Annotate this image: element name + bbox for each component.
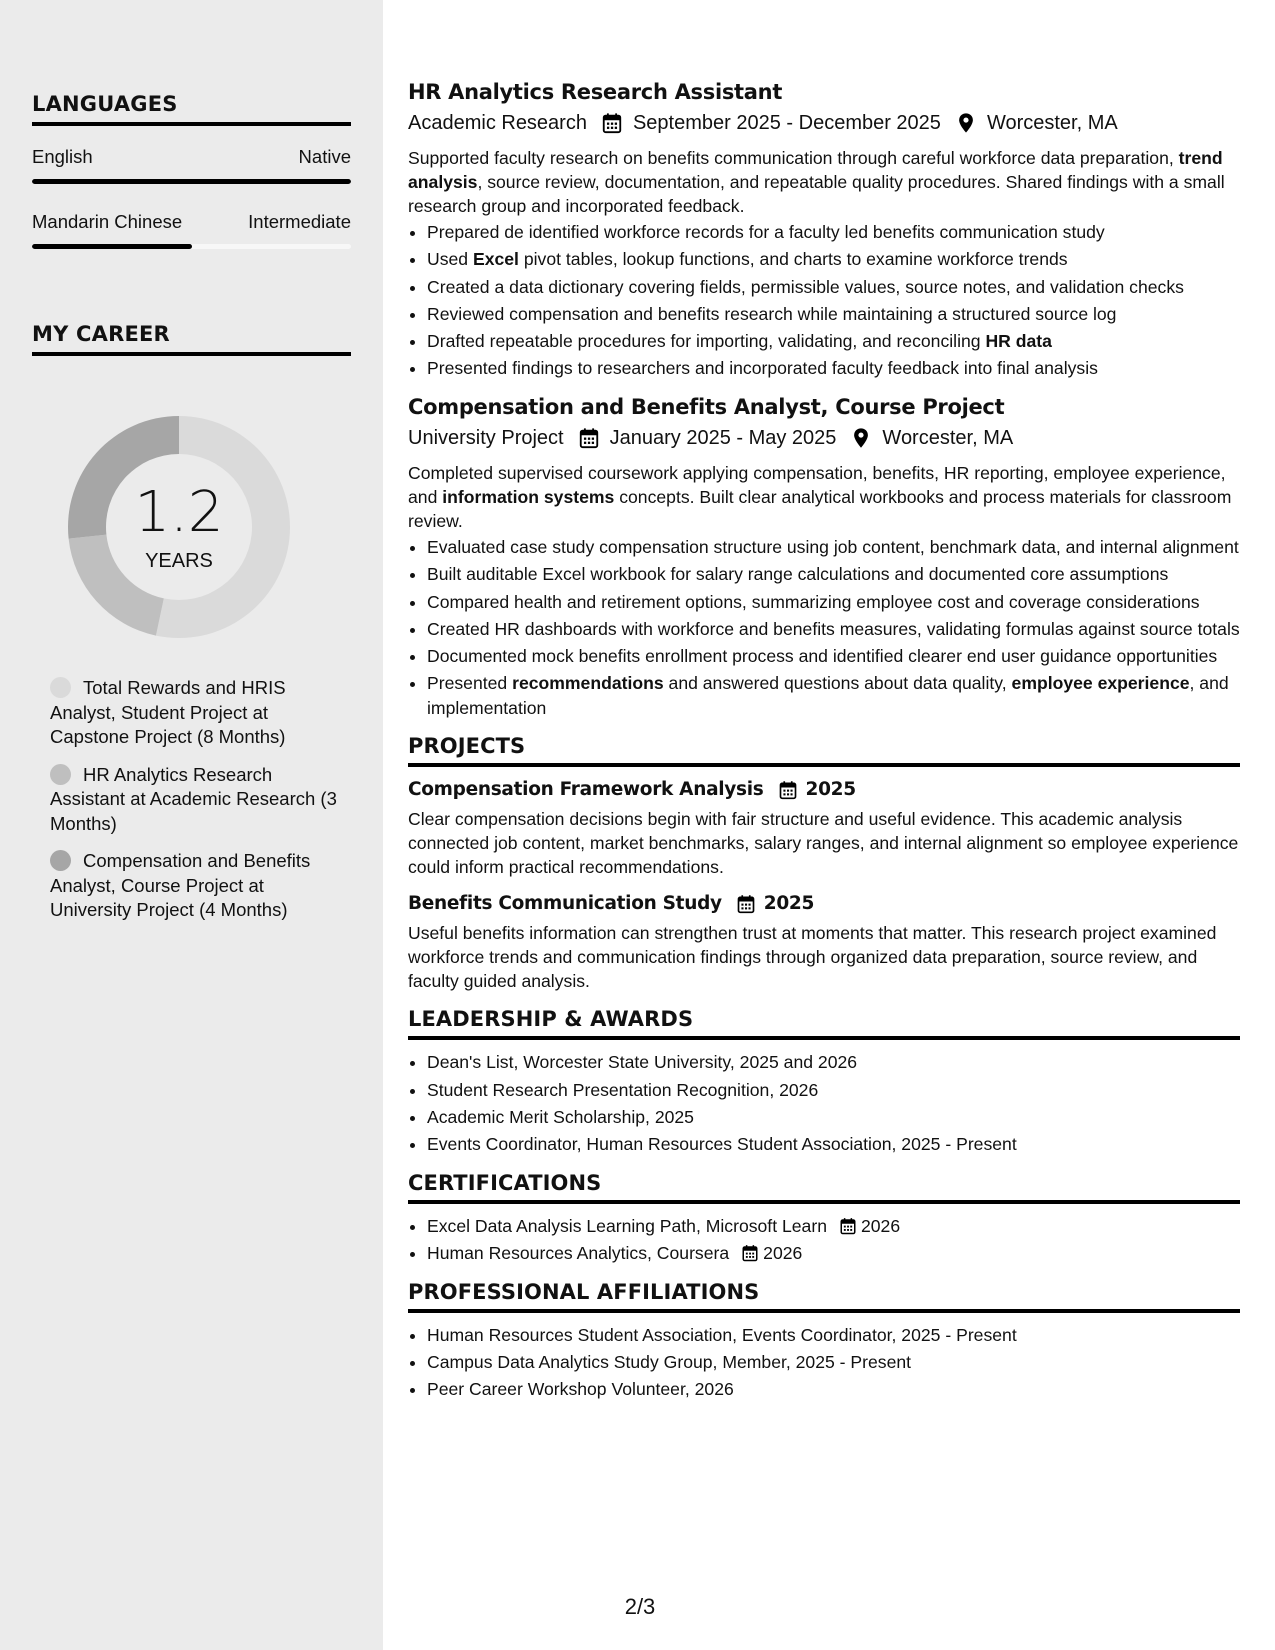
job-location: Worcester, MA (986, 112, 1118, 134)
project-year: 2025 (805, 779, 856, 801)
main-content (408, 78, 1240, 1405)
job-location: Worcester, MA (882, 426, 1014, 449)
affiliation-item: • Human Resources Student Association, Events Coordinator, 2025 - Present (427, 1323, 1240, 1348)
certification-item (427, 1241, 1240, 1266)
certification-name: Human Resources Analytics, Coursera (427, 1243, 730, 1264)
job-title: Compensation and Benefits Analyst, Course Project (408, 394, 1005, 419)
sidebar (0, 0, 383, 1650)
job-entry (408, 393, 1240, 720)
languages-section (32, 92, 351, 249)
language-proficiency-fill (32, 179, 351, 184)
calendar-icon (778, 780, 798, 800)
location-pin-icon (850, 427, 872, 449)
career-total-unit: YEARS (145, 550, 213, 572)
language-name: English (32, 146, 93, 167)
legend-dot (50, 850, 71, 871)
affiliation-item: • Campus Data Analytics Study Group, Member, 2025 - Present (427, 1350, 1240, 1375)
job-bullet: • Evaluated case study compensation structure using job content, benchmark data, and internal alignment (427, 535, 1240, 560)
certification-year: 2026 (860, 1215, 901, 1236)
job-dates: September 2025 - December 2025 (632, 112, 941, 134)
career-legend (50, 676, 340, 936)
calendar-icon (736, 894, 756, 914)
job-bullet: • Drafted repeatable procedures for importing, validating, and reconciling HR data (427, 329, 1240, 354)
job-bullet: • Created a data dictionary covering fields, permissible values, source notes, and validation checks (427, 275, 1240, 300)
certification-item (427, 1214, 1240, 1239)
language-proficiency-bar (32, 179, 351, 184)
job-org: Academic Research (408, 112, 587, 134)
affiliations-heading: PROFESSIONAL AFFILIATIONS (408, 1280, 1240, 1313)
career-legend-item (50, 676, 340, 750)
award-item: • Academic Merit Scholarship, 2025 (427, 1105, 1240, 1130)
award-item: • Student Research Presentation Recognition, 2026 (427, 1078, 1240, 1103)
career-legend-text: Compensation and Benefits Analyst, Course Project at University Project (4 Months) (50, 850, 311, 920)
job-bullet: • Reviewed compensation and benefits research while maintaining a structured source log (427, 302, 1240, 327)
job-org: University Project (408, 426, 564, 449)
affiliations-list (408, 1323, 1240, 1402)
job-bullets (408, 535, 1240, 720)
certification-year: 2026 (763, 1243, 803, 1264)
affiliation-item: • Peer Career Workshop Volunteer, 2026 (427, 1377, 1240, 1402)
job-bullet: • Prepared de identified workforce records for a faculty led benefits communication study (427, 220, 1240, 245)
job-bullet: • Compared health and retirement options, summarizing employee cost and coverage considerations (427, 590, 1240, 615)
project-entry (408, 777, 1240, 879)
job-meta (408, 423, 1240, 453)
certifications-heading: CERTIFICATIONS (408, 1171, 1240, 1204)
job-bullets (408, 220, 1240, 381)
project-entry (408, 891, 1240, 993)
certification-name: Excel Data Analysis Learning Path, Microsoft Learn (427, 1215, 827, 1236)
job-title: HR Analytics Research Assistant (408, 80, 783, 104)
career-legend-text: Total Rewards and HRIS Analyst, Student Project at Capstone Project (8 Months) (50, 677, 286, 747)
legend-dot (50, 764, 71, 785)
job-summary: Supported faculty research on benefits communication through careful workforce data preparation, trend analysis, source review, documentation, and repeatable quality procedures. Shared findings with a small research group and incorporated feedback. (408, 148, 1225, 216)
award-item: • Dean's List, Worcester State University, 2025 and 2026 (427, 1050, 1240, 1075)
language-proficiency-bar (32, 244, 351, 249)
career-legend-item (50, 849, 340, 923)
language-name: Mandarin Chinese (32, 211, 183, 232)
awards-list (408, 1050, 1240, 1156)
languages-heading: LANGUAGES (32, 92, 351, 126)
awards-heading: LEADERSHIP & AWARDS (408, 1007, 1240, 1040)
calendar-icon (741, 1244, 759, 1262)
certifications-list (408, 1214, 1240, 1266)
calendar-icon (578, 427, 600, 449)
job-entry (408, 78, 1240, 381)
job-dates: January 2025 - May 2025 (609, 426, 837, 449)
project-name: Compensation Framework Analysis (408, 779, 764, 801)
project-description: Clear compensation decisions begin with fair structure and useful evidence. This academic analysis connected job content, market benchmarks, salary ranges, and internal alignment so employee experience could inform practical recommendations. (408, 809, 1239, 878)
project-name: Benefits Communication Study (408, 893, 722, 915)
language-level: Native (298, 146, 351, 167)
project-year: 2025 (763, 893, 815, 915)
calendar-icon (601, 112, 623, 134)
calendar-icon (839, 1217, 857, 1235)
job-meta (408, 108, 1240, 138)
project-description: Useful benefits information can strengthen trust at moments that matter. This research project examined workforce trends and communication findings through organized data preparation, source review, and faculty guided analysis. (408, 923, 1217, 992)
career-donut-chart (65, 413, 293, 641)
language-item (32, 211, 351, 249)
career-heading: MY CAREER (32, 322, 351, 356)
career-section (32, 322, 351, 356)
job-bullet: • Created HR dashboards with workforce and benefits measures, validating formulas against source totals (427, 617, 1240, 642)
language-proficiency-fill (32, 244, 192, 249)
career-total-value: 1.2 (134, 480, 224, 545)
legend-dot (50, 677, 71, 698)
job-summary: Completed supervised coursework applying compensation, benefits, HR reporting, employee experience, and information systems concepts. Built clear analytical workbooks and process materials for classroom review. (408, 462, 1232, 531)
award-item: • Events Coordinator, Human Resources Student Association, 2025 - Present (427, 1132, 1240, 1157)
career-legend-text: HR Analytics Research Assistant at Academic Research (3 Months) (50, 763, 337, 834)
page-number: 2/3 (624, 1594, 656, 1619)
job-bullet: • Used Excel pivot tables, lookup functions, and charts to examine workforce trends (427, 247, 1240, 272)
job-bullet: • Presented findings to researchers and incorporated faculty feedback into final analysis (427, 356, 1240, 381)
career-legend-item (50, 763, 340, 837)
job-bullet: • Built auditable Excel workbook for salary range calculations and documented core assumptions (427, 562, 1240, 587)
language-item (32, 146, 351, 184)
projects-heading: PROJECTS (408, 734, 1240, 767)
job-bullet: • Presented recommendations and answered questions about data quality, employee experience, and implementation (427, 671, 1240, 720)
job-bullet: • Documented mock benefits enrollment process and identified clearer end user guidance opportunities (427, 644, 1240, 669)
language-level: Intermediate (248, 211, 351, 232)
location-pin-icon (955, 112, 977, 134)
